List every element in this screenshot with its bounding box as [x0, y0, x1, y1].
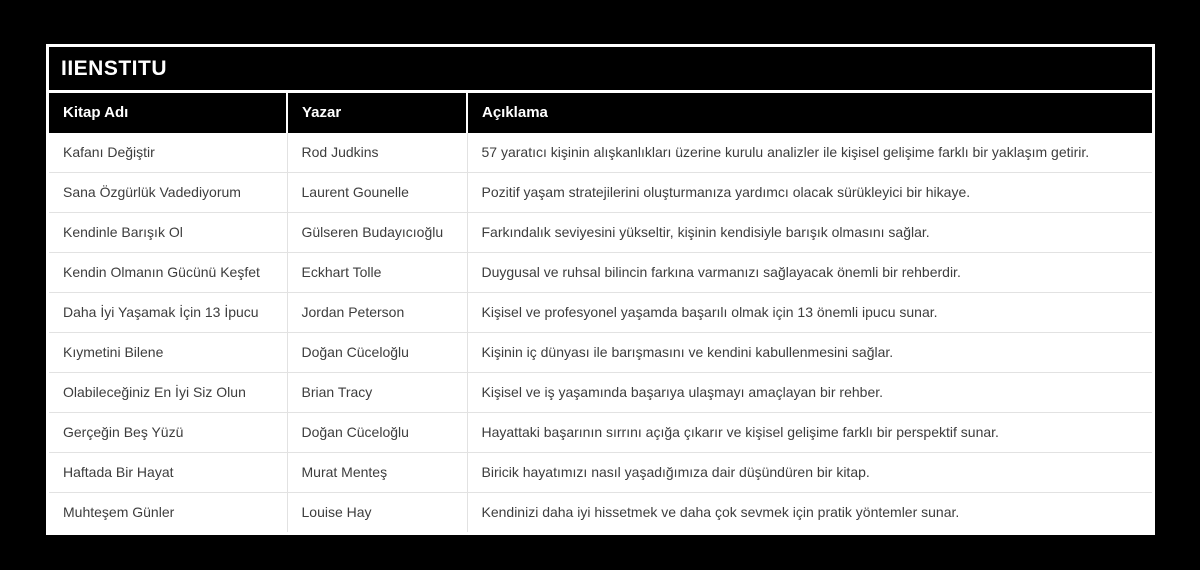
table-row [49, 373, 1152, 413]
book-title-cell: Kıymetini Bilene [49, 333, 287, 373]
author-cell: Doğan Cüceloğlu [287, 333, 467, 373]
book-table-panel [46, 44, 1155, 535]
brand-title: IIENSTITU [49, 47, 1152, 90]
table-row [49, 213, 1152, 253]
book-table-header [49, 93, 1152, 133]
description-cell: Duygusal ve ruhsal bilincin farkına varmanızı sağlayacak önemli bir rehberdir. [467, 253, 1152, 293]
table-row [49, 133, 1152, 173]
table-row [49, 333, 1152, 373]
book-title-cell: Kafanı Değiştir [63, 144, 155, 160]
book-title-cell: Gerçeğin Beş Yüzü [49, 413, 287, 453]
description-cell: 57 yaratıcı kişinin alışkanlıkları üzerine kurulu analizler ile kişisel gelişime farklı bir yaklaşım getirir. [467, 133, 1152, 173]
author-cell: Murat Menteş [287, 453, 467, 493]
author-cell: Brian Tracy [287, 373, 467, 413]
table-row [49, 293, 1152, 333]
header-row [49, 93, 1152, 133]
book-title-cell: Kendin Olmanın Gücünü Keşfet [49, 253, 287, 293]
author-cell: Laurent Gounelle [287, 173, 467, 213]
description-cell: Biricik hayatımızı nasıl yaşadığımıza dair düşündüren bir kitap. [467, 453, 1152, 493]
author-cell: Louise Hay [287, 493, 467, 533]
table-row [49, 453, 1152, 493]
description-cell: Kişinin iç dünyası ile barışmasını ve kendini kabullenmesini sağlar. [467, 333, 1152, 373]
description-cell: Kişisel ve iş yaşamında başarıya ulaşmayı amaçlayan bir rehber. [467, 373, 1152, 413]
table-row [49, 173, 1152, 213]
book-title-cell: Sana Özgürlük Vadediyorum [49, 173, 287, 213]
book-table [49, 93, 1152, 532]
column-header-yazar: Yazar [287, 93, 467, 133]
author-cell: Gülseren Budayıcıoğlu [287, 213, 467, 253]
author-cell: Rod Judkins [287, 133, 467, 173]
table-row [49, 253, 1152, 293]
description-cell: Kişisel ve profesyonel yaşamda başarılı olmak için 13 önemli ipucu sunar. [467, 293, 1152, 333]
author-cell: Eckhart Tolle [287, 253, 467, 293]
book-title-cell: Kendinle Barışık Ol [49, 213, 287, 253]
description-cell: Hayattaki başarının sırrını açığa çıkarır ve kişisel gelişime farklı bir perspektif sunar. [467, 413, 1152, 453]
column-header-aciklama: Açıklama [467, 93, 1152, 133]
book-title-cell: Haftada Bir Hayat [49, 453, 287, 493]
table-row [49, 493, 1152, 533]
book-title-cell: Daha İyi Yaşamak İçin 13 İpucu [49, 293, 287, 333]
description-cell: Kendinizi daha iyi hissetmek ve daha çok sevmek için pratik yöntemler sunar. [467, 493, 1152, 533]
author-cell: Doğan Cüceloğlu [287, 413, 467, 453]
book-title-cell: Muhteşem Günler [49, 493, 287, 533]
description-cell: Pozitif yaşam stratejilerini oluşturmanıza yardımcı olacak sürükleyici bir hikaye. [467, 173, 1152, 213]
book-table-body [49, 133, 1152, 532]
book-title-cell: Olabileceğiniz En İyi Siz Olun [49, 373, 287, 413]
table-row [49, 413, 1152, 453]
author-cell: Jordan Peterson [287, 293, 467, 333]
description-cell: Farkındalık seviyesini yükseltir, kişinin kendisiyle barışık olmasını sağlar. [467, 213, 1152, 253]
column-header-kitap-adi: Kitap Adı [49, 93, 287, 133]
